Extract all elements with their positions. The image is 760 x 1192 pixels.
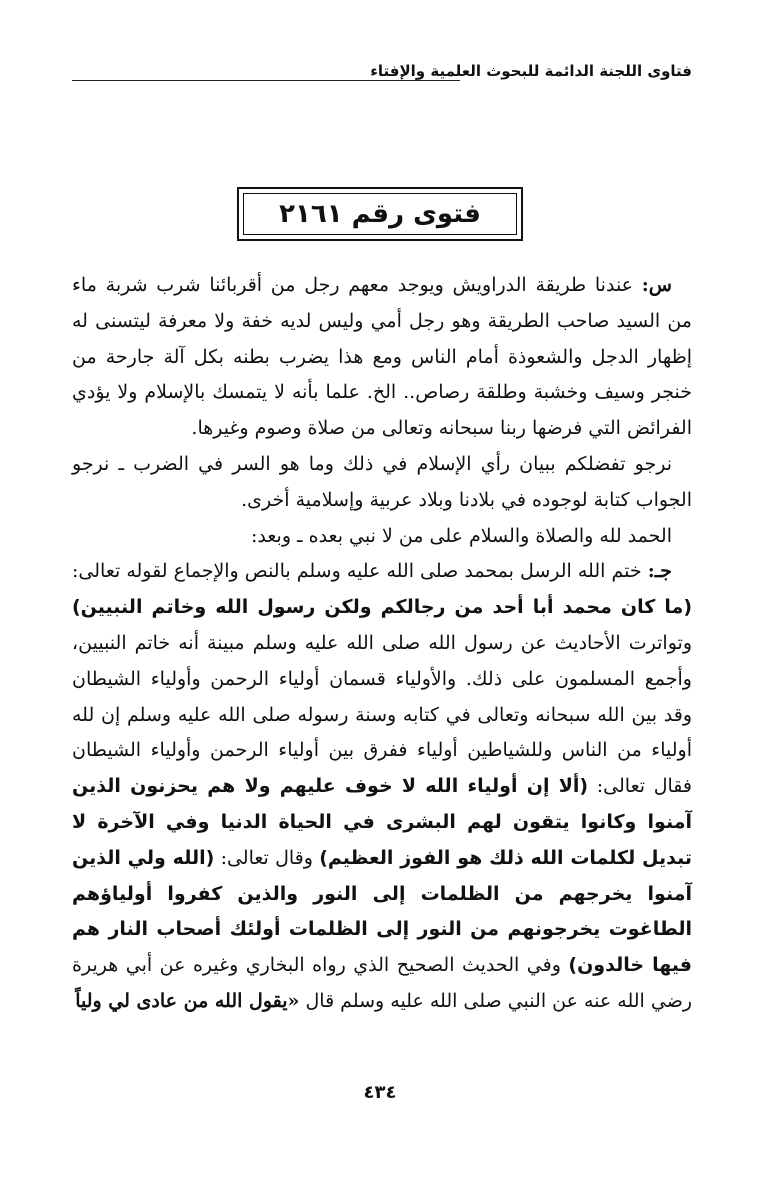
fatwa-title-box (237, 187, 523, 241)
answer-opening: الحمد لله والصلاة والسلام على من لا نبي بعده ـ وبعد: (250, 524, 672, 547)
answer-label: جـ: (647, 560, 673, 583)
fatwa-title: فتوى رقم ٢١٦١ (243, 193, 517, 235)
quran-quote-3: (الله ولي الذين آمنوا يخرجهم من الظلمات إلى النور والذين كفروا أولياؤهم الطاغوت يخرجونهم من النور إلى الظلمات أولئك أصحاب النار هم فيها خالدون) (72, 846, 692, 977)
question-label: س: (641, 274, 672, 296)
quran-quote-1: (ما كان محمد أبا أحد من رجالكم ولكن رسول الله وخاتم النبيين) (72, 596, 692, 619)
page-number: ٤٣٤ (363, 1082, 397, 1103)
running-header: فتاوى اللجنة الدائمة للبحوث العلمية والإفتاء (370, 62, 692, 80)
quran-quote-2: (ألا إن أولياء الله لا خوف عليهم ولا هم يحزنون الذين آمنوا وكانوا يتقون لهم البشرى في الحياة الدنيا وفي الآخرة لا تبديل لكلمات الله ذلك هو الفوز العظيم) (72, 775, 693, 869)
question-paragraph (72, 268, 692, 447)
hadith-quote: «يقول الله من عادى لي ولياً (75, 989, 300, 1012)
question-request: نرجو تفضلكم ببيان رأي الإسلام في ذلك وما هو السر في الضرب ـ نرجو الجواب كتابة لوجوده في بلادنا وبلاد عربية وإسلامية أخرى. (72, 452, 692, 511)
body-text (72, 268, 692, 1020)
header-rule (72, 80, 460, 81)
answer-mid-3: وفي الحديث الصحيح الذي رواه البخاري وغيره عن أبي هريرة رضي الله عنه عن النبي صلى الله عليه وسلم قال (72, 954, 692, 1012)
answer-mid-1: وتواترت الأحاديث عن رسول الله صلى الله عليه وسلم مبينة أنه خاتم النبيين، وأجمع المسلمون على ذلك. والأولياء قسمان أولياء الرحمن وأولياء الشيطان وقد بين الله سبحانه وتعالى في كتابه وسنة رسوله صلى الله عليه وسلم إن لله أولياء من الناس وللشياطين أولياء ففرق بين أولياء الرحمن وأولياء الشيطان فقال تعالى: (72, 631, 693, 798)
answer-mid-2: وقال تعالى: (220, 846, 313, 869)
question-text: عندنا طريقة الدراويش ويوجد معهم رجل من أقربائنا شرب شربة ماء من السيد صاحب الطريقة وهو رجل أمي وليس لديه خفة ولا معرفة ليتسنى له إظهار الدجل والشعوذة أمام الناس ومع هذا يضرب بطنه بكل آلة جارحة من خنجر وسيف وخشبة وطلقة رصاص.. الخ. علما بأنه لا يتمسك بالإسلام ولا يؤدي الفرائض التي فرضها ربنا سبحانه وتعالى من صلاة وصوم وغيرها. (72, 274, 692, 440)
answer-intro: ختم الله الرسل بمحمد صلى الله عليه وسلم بالنص والإجماع لقوله تعالى: (72, 560, 642, 583)
answer-paragraph (72, 554, 692, 1019)
